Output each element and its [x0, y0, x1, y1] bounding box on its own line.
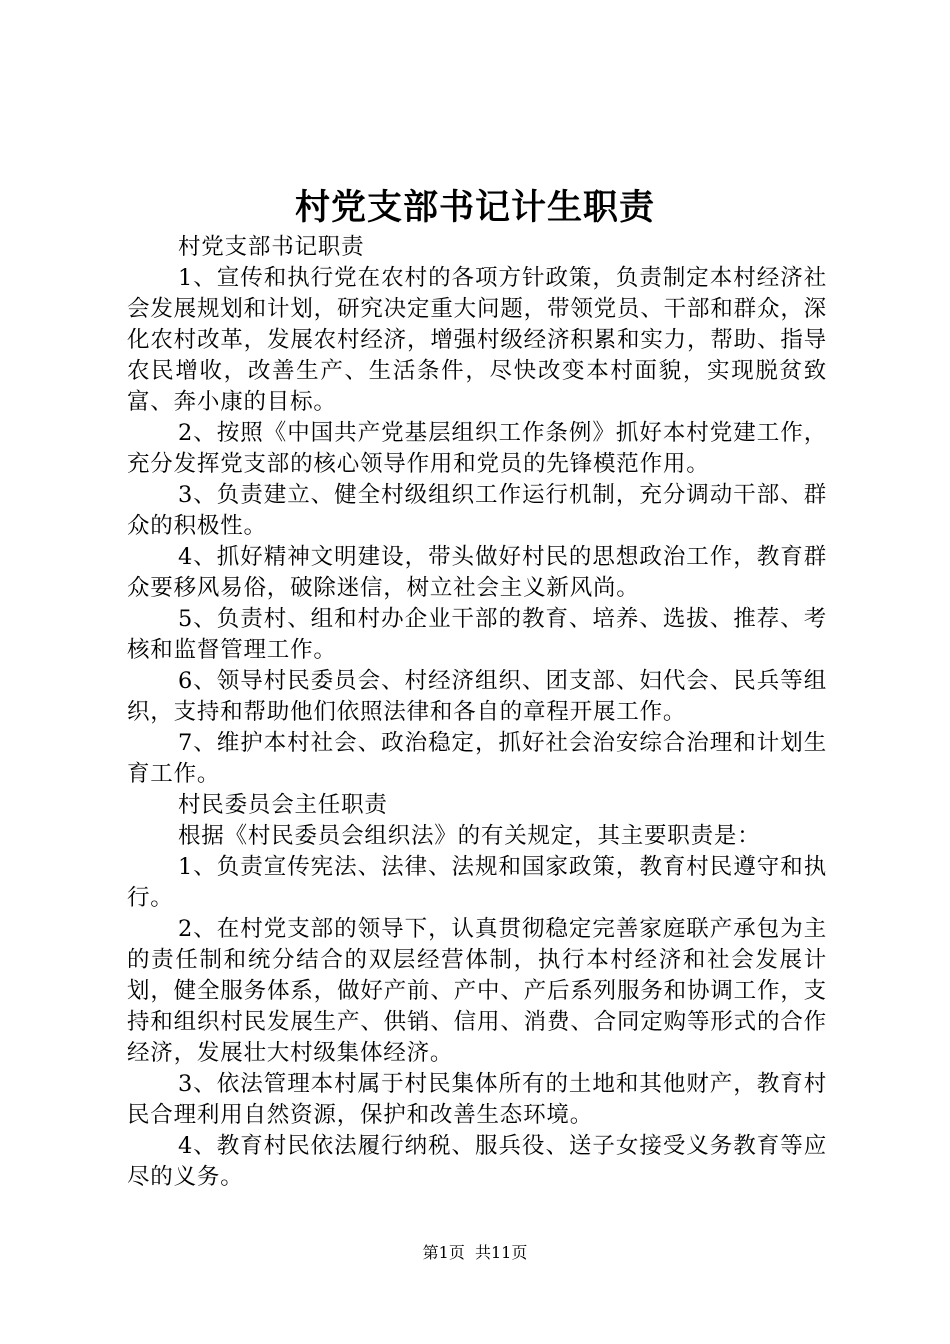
paragraph: 7、维护本村社会、政治稳定，抓好社会治安综合治理和计划生育工作。 [127, 730, 827, 787]
paragraph: 1、负责宣传宪法、法律、法规和国家政策，教育村民遵守和执行。 [127, 854, 827, 911]
paragraph: 2、在村党支部的领导下，认真贯彻稳定完善家庭联产承包为主的责任制和统分结合的双层经营体制，执行本村经济和社会发展计划，健全服务体系，做好产前、产中、产后系列服务和协调工作，支持和组织村民发展生产、供销、信用、消费、合同定购等形式的合作经济，发展壮大村级集体经济。 [127, 916, 827, 1066]
section-heading-party-secretary: 村党支部书记职责 [178, 234, 365, 260]
paragraph: 1、宣传和执行党在农村的各项方针政策，负责制定本村经济社会发展规划和计划，研究决定重大问题，带领党员、干部和群众，深化农村改革，发展农村经济，增强村级经济积累和实力，帮助、指导农民增收，改善生产、生活条件，尽快改变本村面貌，实现脱贫致富、奔小康的目标。 [127, 265, 827, 415]
document-body [127, 232, 827, 1193]
paragraph: 2、按照《中国共产党基层组织工作条例》抓好本村党建工作，充分发挥党支部的核心领导作用和党员的先锋模范作用。 [127, 420, 827, 477]
paragraph: 3、依法管理本村属于村民集体所有的土地和其他财产，教育村民合理利用自然资源，保护和改善生态环境。 [127, 1071, 827, 1128]
paragraph: 根据《村民委员会组织法》的有关规定，其主要职责是： [178, 823, 761, 849]
page-footer [0, 1241, 950, 1265]
paragraph: 5、负责村、组和村办企业干部的教育、培养、选拔、推荐、考核和监督管理工作。 [127, 606, 827, 663]
paragraph: 4、教育村民依法履行纳税、服兵役、送子女接受义务教育等应尽的义务。 [127, 1133, 827, 1190]
paragraph: 4、抓好精神文明建设，带头做好村民的思想政治工作，教育群众要移风易俗，破除迷信，树立社会主义新风尚。 [127, 544, 827, 601]
section-heading-village-committee: 村民委员会主任职责 [178, 792, 388, 818]
document-title: 村党支部书记计生职责 [294, 187, 655, 228]
paragraph: 3、负责建立、健全村级组织工作运行机制，充分调动干部、群众的积极性。 [127, 482, 827, 539]
paragraph: 6、领导村民委员会、村经济组织、团支部、妇代会、民兵等组织，支持和帮助他们依照法律和各自的章程开展工作。 [127, 668, 827, 725]
page-number: 第1页 共11页 [422, 1243, 528, 1262]
